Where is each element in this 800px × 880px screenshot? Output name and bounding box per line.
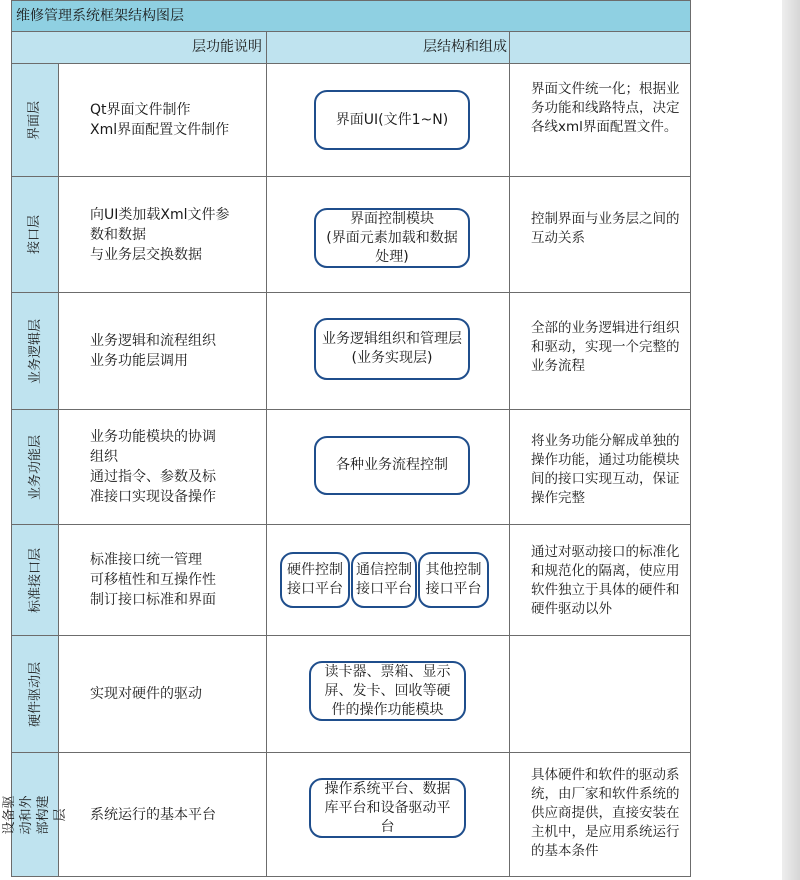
description-line: 向UI类加载Xml文件参 xyxy=(90,206,230,223)
layer-name: 业务功能层 xyxy=(27,434,43,500)
layer-row-business-function xyxy=(12,410,690,525)
component-box: 读卡器、票箱、显示屏、发卡、回收等硬件的操作功能模块 xyxy=(309,661,466,721)
diagram-title: 维修管理系统框架结构图层 xyxy=(12,1,690,32)
description-line: Xml界面配置文件制作 xyxy=(90,122,230,138)
layer-description xyxy=(59,293,267,409)
layer-name: 界面层 xyxy=(27,100,43,140)
description-line: 与业务层交换数据 xyxy=(90,246,202,263)
layer-structure-cell xyxy=(267,410,510,524)
layer-structure-cell xyxy=(267,525,510,635)
layer-structure-cell xyxy=(267,293,510,409)
layer-row-business-logic xyxy=(12,293,690,410)
layer-name: 设备驱动和外部构建层 xyxy=(2,795,68,835)
component-box: 界面控制模块 (界面元素加载和数据处理) xyxy=(314,208,470,268)
layer-note xyxy=(510,636,690,752)
description-line: 业务功能层调用 xyxy=(90,353,188,369)
layer-name-cell xyxy=(12,525,59,635)
layer-name-cell xyxy=(2,753,68,876)
layer-name-cell xyxy=(12,293,59,409)
layer-name-cell xyxy=(12,177,59,292)
description-line: 制订接口标准和界面 xyxy=(90,592,216,608)
scrollbar[interactable] xyxy=(782,0,800,880)
layer-row-hardware-driver xyxy=(12,636,690,753)
layer-diagram-table xyxy=(2,0,691,877)
component-box: 操作系统平台、数据库平台和设备驱动平台 xyxy=(309,778,466,838)
layer-note: 全部的业务逻辑进行组织和驱动，实现一个完整的业务流程 xyxy=(531,320,680,374)
layer-note: 将业务功能分解成单独的操作功能，通过功能模块间的接口实现互动，保证操作完整 xyxy=(531,433,680,506)
layer-description xyxy=(59,525,267,635)
layer-description xyxy=(59,636,267,752)
component-box-other: 其他控制接口平台 xyxy=(418,552,489,608)
component-box: 业务逻辑组织和管理层 (业务实现层) xyxy=(314,318,470,380)
layer-note: 界面文件统一化；根据业务功能和线路特点，决定各线xml界面配置文件。 xyxy=(531,81,680,135)
layer-structure-cell xyxy=(267,64,510,176)
layer-name: 硬件驱动层 xyxy=(27,661,43,727)
component-box: 界面UI(文件1~N) xyxy=(314,90,470,150)
layer-description xyxy=(59,753,267,876)
component-box: 各种业务流程控制 xyxy=(314,436,470,495)
description-line: Qt界面文件制作 xyxy=(90,102,191,118)
header-notes xyxy=(510,32,690,64)
layer-row-interface xyxy=(12,177,690,293)
layer-note: 通过对驱动接口的标准化和规范化的隔离，使应用软件独立于具体的硬件和硬件驱动以外 xyxy=(531,544,680,617)
description-line: 实现对硬件的驱动 xyxy=(90,686,202,702)
component-box-hardware: 硬件控制接口平台 xyxy=(280,552,350,608)
description-line: 标准接口统一管理 xyxy=(90,552,202,568)
layer-name-cell xyxy=(12,636,59,752)
description-line: 系统运行的基本平台 xyxy=(90,806,216,823)
header-structure: 层结构和组成 xyxy=(267,32,510,64)
layer-name: 接口层 xyxy=(27,214,43,255)
layer-name: 标准接口层 xyxy=(27,547,43,613)
layer-row-ui xyxy=(12,64,690,177)
layer-row-standard-interface xyxy=(12,525,690,636)
component-box-communication: 通信控制接口平台 xyxy=(351,552,417,608)
layer-structure-cell xyxy=(267,753,510,876)
layer-row-device-platform xyxy=(2,753,690,876)
layer-note: 具体硬件和软件的驱动系统，由厂家和软件系统的供应商提供，直接安装在主机中，是应用系统运行的基本条件 xyxy=(531,767,680,859)
layer-structure-cell xyxy=(267,636,510,752)
layer-name: 业务逻辑层 xyxy=(27,318,43,384)
description-line: 准接口实现设备操作 xyxy=(90,489,216,505)
description-line: 业务逻辑和流程组织 xyxy=(90,333,216,349)
description-line: 可移植性和互操作性 xyxy=(90,572,216,588)
description-line: 数和数据 xyxy=(90,226,146,243)
layer-description xyxy=(59,64,267,176)
layer-name-cell xyxy=(12,64,59,176)
layer-structure-cell xyxy=(267,177,510,292)
description-line: 业务功能模块的协调 xyxy=(90,429,216,445)
layer-description xyxy=(59,410,267,524)
layer-description xyxy=(59,177,267,292)
layer-name-cell xyxy=(12,410,59,524)
header-function-desc: 层功能说明 xyxy=(12,32,267,64)
layer-note: 控制界面与业务层之间的互动关系 xyxy=(531,211,680,246)
description-line: 组织 xyxy=(90,449,118,465)
description-line: 通过指令、参数及标 xyxy=(90,469,216,485)
